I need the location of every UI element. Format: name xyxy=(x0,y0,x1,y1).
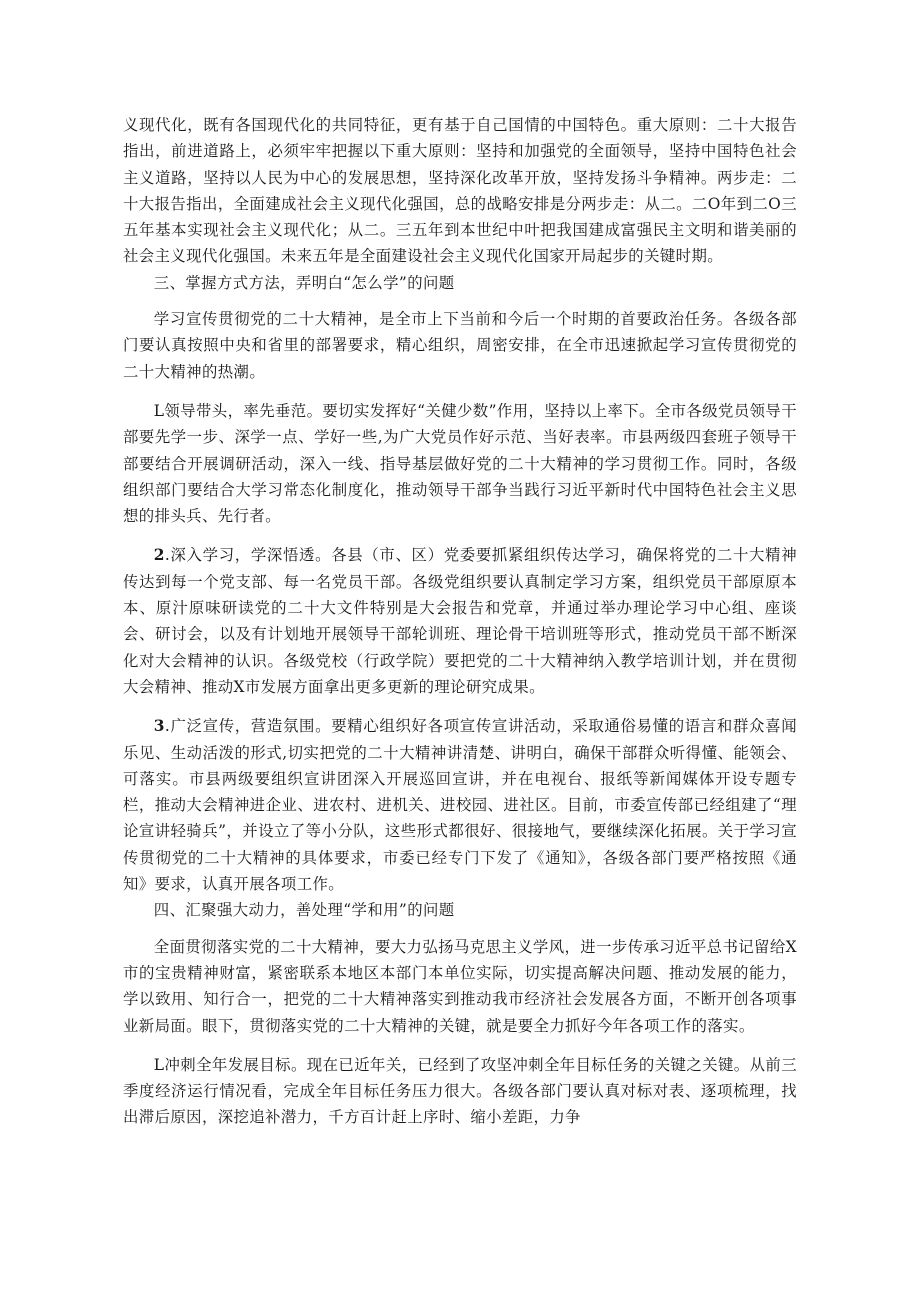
paragraph-intro: 义现代化，既有各国现代化的共同特征，更有基于自己国情的中国特色。重大原则：二十大报告指出，前进道路上，必须牢牢把握以下重大原则：坚持和加强党的全面领导，坚持中国特色社会主义道路，坚持以人民为中心的发展思想，坚持深化改革开放，坚持发扬斗争精神。两步走：二十大报告指出，全面建成社会主义现代化强国，总的战略安排是分两步走：从二。二O年到二O三五年基本实现社会主义现代化；从二。三五年到本世纪中叶把我国建成富强民主文明和谐美丽的社会主义现代化强国。未来五年是全面建设社会主义现代化国家开局起步的关键时期。 xyxy=(123,116,797,266)
document-page xyxy=(123,112,797,1131)
paragraph-three-intro: 学习宣传贯彻党的二十大精神，是全市上下当前和今后一个时期的首要政治任务。各级各部门要认真按照中央和省里的部署要求，精心组织，周密安排，在全市迅速掀起学习宣传贯彻党的二十大精神的热潮。 xyxy=(123,310,797,381)
section-three-heading: 三、掌握方式方法，弄明白“怎么学”的问题 xyxy=(153,273,455,292)
item-text: .深入学习，学深悟透。各县（市、区）党委要抓紧组织传达学习，确保将党的二十大精神传达到每一个党支部、每一名党员干部。各级党组织要认真制定学习方案，组织党员干部原原本本、原汁原味研读党的二十大文件特别是大会报告和党章，并通过举办理论学习中心组、座谈会、研讨会，以及有计划地开展领导干部轮训班、理论骨干培训班等形式，推动党员干部不断深化对大会精神的认识。各级党校（行政学院）要把党的二十大精神纳入教学培训计划，并在贯彻大会精神、推动X市发展方面拿出更多更新的理论研究成果。 xyxy=(123,546,797,696)
paragraph-three-item-1: L领导带头，率先垂范。要切实发挥好“关健少数”作用，坚持以上率下。全市各级党员领导干部要先学一步、深学一点、学好一些,为广大党员作好示范、当好表率。市县两级四套班子领导干部要结合开展调研活动，深入一线、指导基层做好党的二十大精神的学习贯彻工作。同时，各级组织部门要结合大学习常态化制度化，推动领导干部争当践行习近平新时代中国特色社会主义思想的排头兵、先行者。 xyxy=(123,401,797,526)
item-text: .广泛宣传，营造氛围。要精心组织好各项宣传宣讲活动，采取通俗易懂的语言和群众喜闻乐见、生动活泼的形式,切实把党的二十大精神讲清楚、讲明白，确保干部群众听得懂、能领会、可落实。市县两级要组织宣讲团深入开展巡回宣讲，并在电视台、报纸等新闻媒体开设专题专栏，推动大会精神进企业、进农村、进机关、进校园、进社区。目前，市委宣传部已经组建了“理论宣讲轻骑兵”，并设立了等小分队，这些形式都很好、很接地气，要继续深化拓展。关于学习宣传贯彻党的二十大精神的具体要求，市委已经专门下发了《通知》，各级各部门要严格按照《通知》要求，认真开展各项工作。 xyxy=(123,717,797,894)
item-number: 3 xyxy=(153,717,165,736)
paragraph-three-item-2 xyxy=(123,542,797,700)
section-four-heading: 四、汇聚强大动力，善处理“学和用”的问题 xyxy=(153,901,455,920)
item-number: 2 xyxy=(153,546,165,565)
paragraph-four-item-1: L冲刺全年发展目标。现在已近年关，已经到了攻坚冲刺全年目标任务的关键之关键。从前三季度经济运行情况看，完成全年目标任务压力很大。各级各部门要认真对标对表、逐项梳理，找出滞后原因，深挖追补潜力，千方百计赶上序时、缩小差距，力争 xyxy=(123,1055,797,1127)
paragraph-three-item-3 xyxy=(123,713,797,897)
paragraph-four-intro: 全面贯彻落实党的二十大精神，要大力弘扬马克思主义学风，进一步传承习近平总书记留给X市的宝贵精神财富，紧密联系本地区本部门本单位实际，切实提高解决问题、推动发展的能力，学以致用、知行合一，把党的二十大精神落实到推动我市经济社会发展各方面，不断开创各项事业新局面。眼下，贯彻落实党的二十大精神的关键，就是要全力抓好今年各项工作的落实。 xyxy=(123,937,797,1035)
